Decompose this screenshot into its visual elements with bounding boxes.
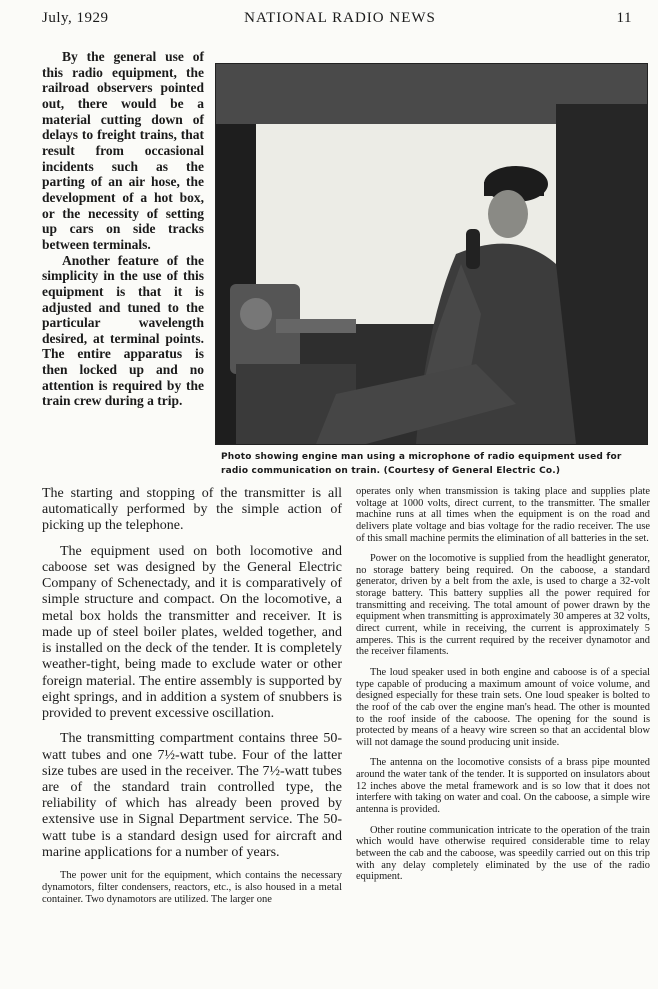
body-paragraph: The loud speaker used in both engine and caboose is of a special type capable of producing a maximum amount of voice volume, and designed especially for these train sets. One loud speaker is bolted to the roof of the cab over the engine man's head. The other is mounted to the roof inside of the caboose. The opening for the sound is protected by means of a heavy wire screen so that an accidental blow will not damage the sound producing unit inside.: [356, 666, 650, 748]
page-number: 11: [616, 10, 632, 26]
intro-column: [42, 49, 204, 409]
body-paragraph: The starting and stopping of the transmitter is all automatically performed by the simple action of picking up the telephone.: [42, 486, 342, 534]
body-paragraph: Other routine communication intricate to the operation of the train which would have otherwise required considerable time to relay between the cab and the caboose, was speedily carried out on this trip with any delay completely eliminated by the use of the radio equipment.: [356, 824, 650, 883]
body-paragraph: The transmitting compartment contains three 50-watt tubes and one 7½-watt tube. Four of the latter size tubes are used in the receiver. The 7½-watt tubes are of the standard train controlled type, the reliability of which has already been proved by extensive use in Signal Department service. The 50-watt tube is a standard design used for aircraft and marine applications for a number of years.: [42, 731, 342, 860]
engine-man-photo: [215, 63, 648, 445]
body-paragraph: operates only when transmission is taking place and supplies plate voltage at 1000 volts, direct current, to the transmitter. The smaller machine runs at all times when the equipment is on the road and delivers plate voltage and bias voltage for the radio receiver. The use of this small machine permits the elimination of all batteries in the set.: [356, 486, 650, 544]
body-paragraph: The antenna on the locomotive consists of a brass pipe mounted around the water tank of the tender. It is supported on insulators about 12 inches above the metal framework and is so low that it does not interfere with taking on water and coal. On the caboose, a simple wire antenna is provided.: [356, 757, 650, 816]
intro-paragraph: Another feature of the simplicity in the use of this equipment is that it is adjusted and tuned to the particular wavelength desired, at terminal points. The entire apparatus is then locked up and no attention is required by the train crew during a trip.: [42, 252, 204, 409]
photo-illustration: [216, 64, 647, 444]
left-column: [42, 486, 342, 906]
right-column: [356, 486, 650, 892]
body-paragraph: The equipment used on both locomotive and caboose set was designed by the General Electric Company of Schenectady, and it is comparatively of simple structure and compact. On the locomotive, a metal box holds the transmitter and receiver. It is made up of steel boiler plates, welded together, and is installed on the deck of the tender. It is completely weather-tight, being made to exclude water or other foreign material. The entire assembly is supported by eight springs, and in addition a system of snubbers is provided to prevent excessive oscillation.: [42, 543, 342, 722]
body-paragraph: The power unit for the equipment, which contains the necessary dynamotors, filter condensers, reactors, etc., is also housed in a metal container. Two dynamotors are utilized. The larger one: [42, 870, 342, 905]
body-paragraph: Power on the locomotive is supplied from the headlight generator, no storage battery being required. On the caboose, a standard generator, driven by a belt from the axle, is used to charge a 32-volt storage battery. This battery supplies all the power required for transmitting and receiving. The total amount of power drawn by the equipment when transmitting is approximately 30 amperes at 32 volts, direct current, while in receiving, the current is approximately 5 amperes. This is the current required by the receiver dynamotor and the receiver filaments.: [356, 553, 650, 658]
intro-paragraph: By the general use of this radio equipment, the railroad observers pointed out, there would be a material cutting down of delays to freight trains, that result from occasional incidents such as the parting of an air hose, the development of a hot box, or the necessity of setting up cars on side tracks between terminals.: [42, 49, 204, 252]
photo-caption: Photo showing engine man using a microphone of radio equipment used for radio communication on train. (Courtesy of General Electric Co.): [221, 452, 622, 476]
page-header: [42, 10, 638, 28]
issue-date: July, 1929: [42, 10, 109, 26]
publication-title: NATIONAL RADIO NEWS: [244, 10, 436, 26]
